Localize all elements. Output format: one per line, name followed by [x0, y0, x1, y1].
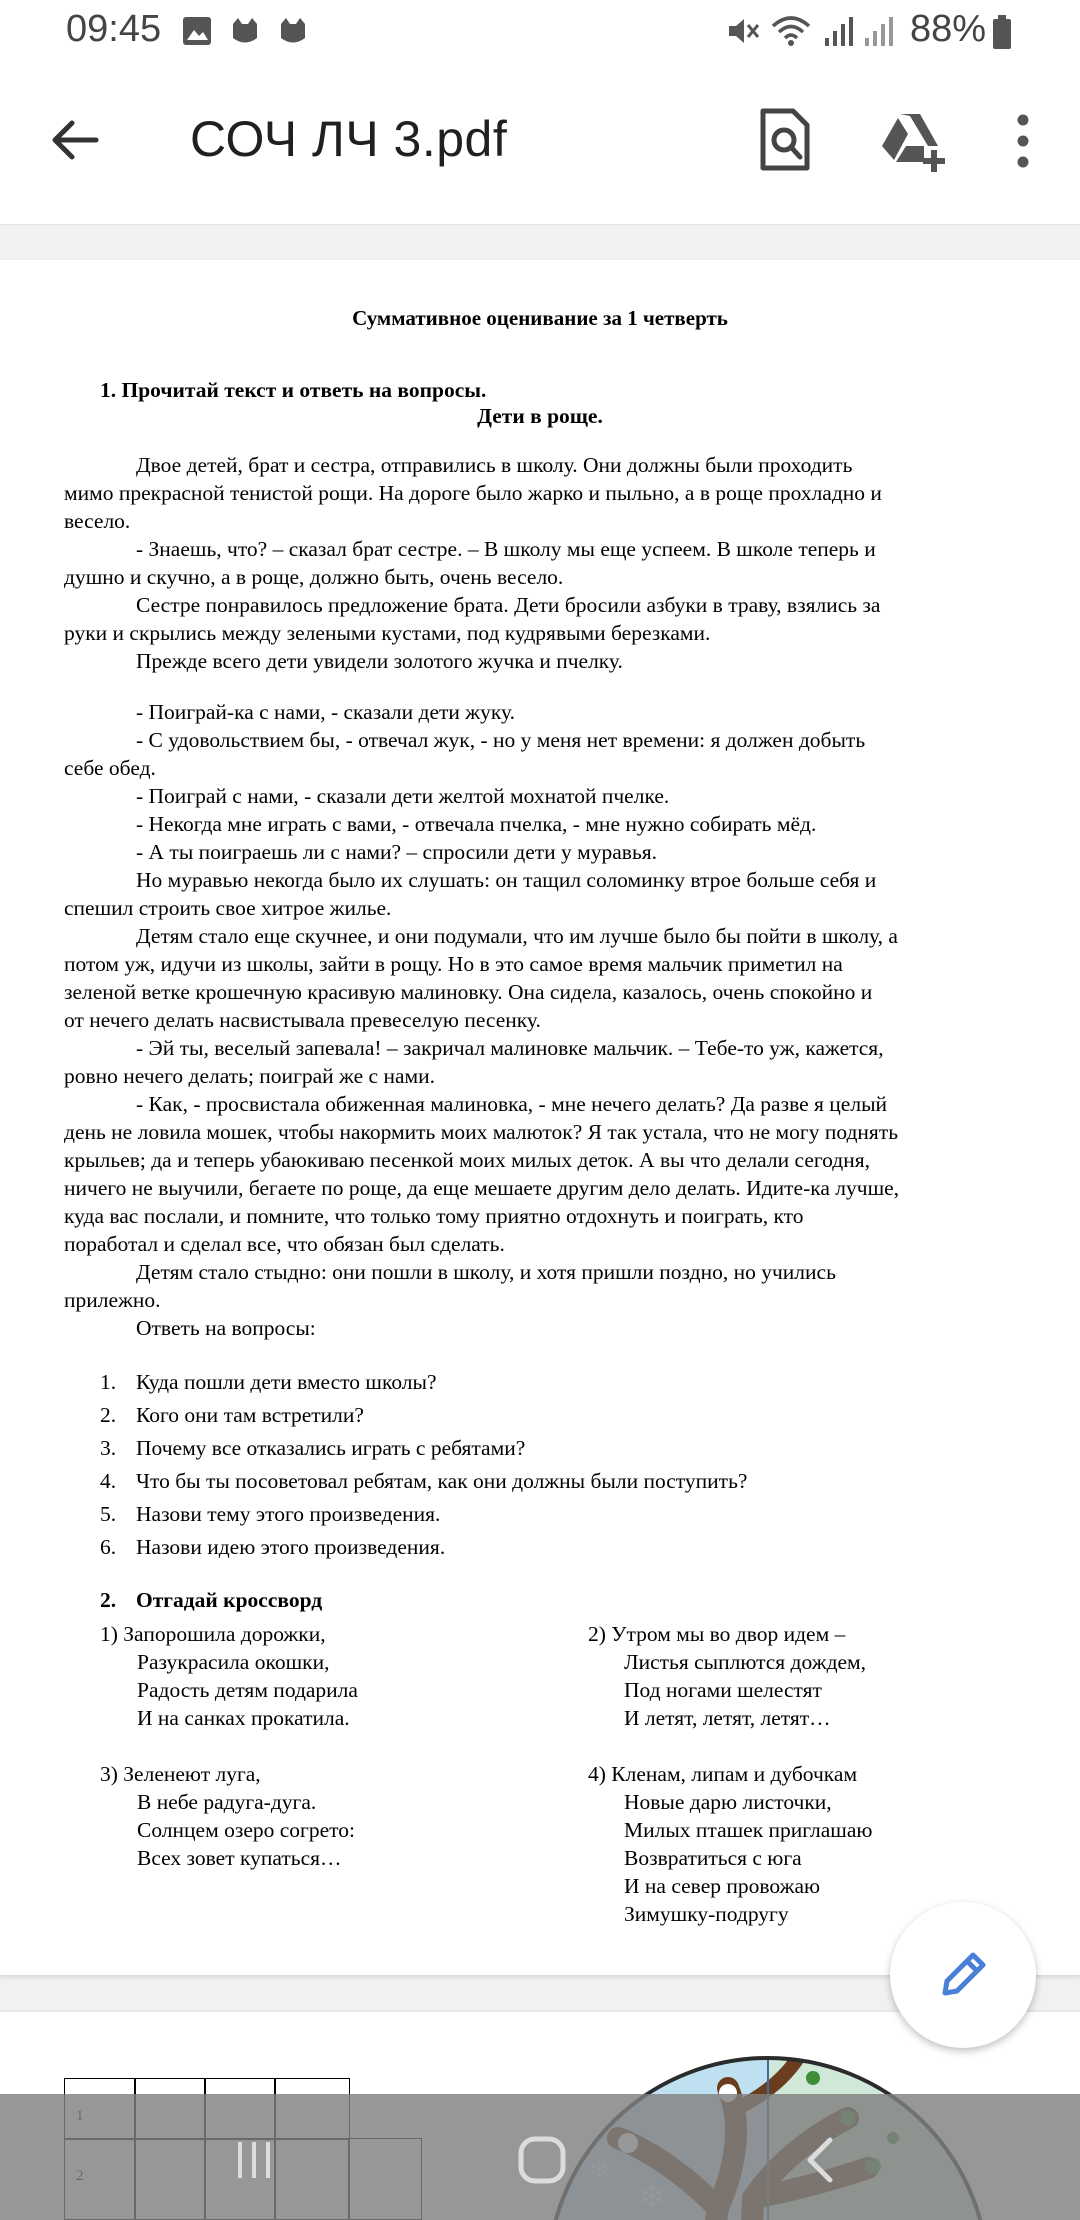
recent-apps-icon[interactable] [232, 2138, 276, 2182]
task1-title: 1. Прочитай текст и ответь на вопросы. [100, 378, 487, 402]
text-line: день не ловила мошек, чтобы накормить моих малюток? Я так устала, что не могу поднять [64, 1120, 899, 1144]
question-number: 3. [100, 1436, 117, 1460]
riddle-line: Милых пташек приглашаю [624, 1818, 873, 1842]
riddle-line: Под ногами шелестят [624, 1678, 822, 1702]
text-line: поработал и сделал все, что обязан был сделать. [64, 1232, 505, 1256]
text-line: зеленой ветке крошечную красивую малиновку. Она сидела, казалось, очень спокойно и [64, 980, 873, 1004]
text-line: прилежно. [64, 1288, 161, 1312]
battery-icon [992, 14, 1012, 50]
app-bar [0, 66, 1080, 225]
text-line: - Некогда мне играть с вами, - отвечала пчелка, - мне нужно собирать мёд. [136, 812, 817, 836]
text-line: Сестре понравилось предложение брата. Дети бросили азбуки в траву, взялись за [136, 593, 881, 617]
riddle-line: Листья сыплются дождем, [624, 1650, 867, 1674]
question-text: Куда пошли дети вместо школы? [136, 1370, 437, 1394]
riddle-line: 2) Утром мы во двор идем – [588, 1622, 846, 1646]
question-number: 6. [100, 1535, 117, 1559]
text-line: весело. [64, 509, 131, 533]
edit-fab-button[interactable] [890, 1902, 1036, 2048]
text-line: ровно нечего делать; поиграй же с нами. [64, 1064, 436, 1088]
question-number: 2. [100, 1403, 117, 1427]
battery-percent: 88% [910, 8, 987, 50]
document-heading: Суммативное оценивание за 1 четверть [352, 306, 728, 330]
riddle-line: Радость детям подарила [137, 1678, 358, 1702]
riddle-line: Возвратиться с юга [624, 1846, 802, 1870]
gallery-icon [180, 14, 214, 48]
text-line: душно и скучно, а в роще, должно быть, очень весело. [64, 565, 564, 589]
wifi-icon [770, 14, 812, 48]
story-title: Дети в роще. [477, 404, 603, 428]
back-nav-icon[interactable] [800, 2134, 840, 2186]
more-options-icon[interactable] [1000, 106, 1046, 176]
document-title: СОЧ ЛЧ 3.pdf [190, 111, 508, 167]
riddle-line: В небе радуга-дуга. [137, 1790, 317, 1814]
text-line: Ответь на вопросы: [136, 1316, 316, 1340]
signal-icon [822, 14, 856, 48]
question-number: 5. [100, 1502, 117, 1526]
pdf-page [0, 260, 1080, 1975]
question-number: 1. [100, 1370, 117, 1394]
text-line: - Как, - просвистала обиженная малиновка, - мне нечего делать? Да разве я целый [136, 1092, 888, 1116]
riddle-line: Разукрасила окошки, [137, 1650, 330, 1674]
app-notification-icon-2 [276, 14, 310, 48]
text-line: крыльев; да и теперь убаюкиваю песенкой моих милых деток. А вы что делали сегодня, [64, 1148, 870, 1172]
system-navigation-bar [0, 2094, 1080, 2220]
text-line: Но муравью некогда было их слушать: он тащил соломинку втрое больше себя и [136, 868, 877, 892]
text-line: себе обед. [64, 756, 156, 780]
riddle-line: 4) Кленам, липам и дубочкам [588, 1762, 858, 1786]
status-time: 09:45 [66, 8, 162, 50]
find-in-document-icon[interactable] [755, 106, 815, 176]
question-number: 4. [100, 1469, 117, 1493]
home-icon[interactable] [516, 2134, 568, 2186]
text-line: Прежде всего дети увидели золотого жучка и пчелку. [136, 649, 623, 673]
text-line: спешил строить свое хитрое жилье. [64, 896, 392, 920]
pencil-icon [933, 1945, 993, 2005]
status-bar [0, 0, 1080, 66]
riddle-line: Солнцем озеро согрето: [137, 1818, 355, 1842]
question-text: Назови тему этого произведения. [136, 1502, 441, 1526]
text-line: - С удовольствием бы, - отвечал жук, - но у меня нет времени: я должен добыть [136, 728, 866, 752]
riddle-line: И летят, летят, летят… [624, 1706, 831, 1730]
text-line: Детям стало еще скучнее, и они подумали, что им лучше было бы пойти в школу, а [136, 924, 898, 948]
text-line: потом уж, идучи из школы, зайти в рощу. Но в это самое время мальчик приметил на [64, 952, 843, 976]
text-line: руки и скрылись между зелеными кустами, под кудрявыми березками. [64, 621, 711, 645]
text-line: - Поиграй с нами, - сказали дети желтой мохнатой пчелке. [136, 784, 670, 808]
add-to-drive-icon[interactable] [878, 106, 948, 176]
riddle-line: И на север провожаю [624, 1874, 821, 1898]
mute-icon [725, 14, 761, 48]
app-notification-icon [228, 14, 262, 48]
riddle-line: И на санках прокатила. [137, 1706, 350, 1730]
text-line: Детям стало стыдно: они пошли в школу, и хотя пришли поздно, но учились [136, 1260, 836, 1284]
riddle-line: 3) Зеленеют луга, [100, 1762, 261, 1786]
text-line: мимо прекрасной тенистой рощи. На дороге было жарко и пыльно, а в роще прохладно и [64, 481, 882, 505]
question-text: Назови идею этого произведения. [136, 1535, 446, 1559]
question-text: Что бы ты посоветовал ребятам, как они должны были поступить? [136, 1469, 748, 1493]
text-line: ничего не выучили, бегаете по роще, да еще мешаете другим дело делать. Идите-ка лучше, [64, 1176, 900, 1200]
riddle-line: Новые дарю листочки, [624, 1790, 832, 1814]
riddle-line: Всех зовет купаться… [137, 1846, 342, 1870]
text-line: - Эй ты, веселый запевала! – закричал малиновке мальчик. – Тебе-то уж, кажется, [136, 1036, 884, 1060]
back-arrow-icon[interactable] [46, 110, 106, 170]
task2-number: 2. [100, 1588, 117, 1612]
question-text: Почему все отказались играть с ребятами? [136, 1436, 526, 1460]
text-line: - Знаешь, что? – сказал брат сестре. – В школу мы еще успеем. В школе теперь и [136, 537, 876, 561]
task2-title: Отгадай кроссворд [136, 1588, 323, 1612]
riddle-line: Зимушку-подругу [624, 1902, 789, 1926]
text-line: Двое детей, брат и сестра, отправились в школу. Они должны были проходить [136, 453, 853, 477]
text-line: - А ты поиграешь ли с нами? – спросили дети у муравья. [136, 840, 658, 864]
riddle-line: 1) Запорошила дорожки, [100, 1622, 326, 1646]
text-line: от нечего делать насвистывала превеселую песенку. [64, 1008, 541, 1032]
text-line: - Поиграй-ка с нами, - сказали дети жуку. [136, 700, 516, 724]
text-line: куда вас послали, и помните, что только тому приятно отдохнуть и поиграть, кто [64, 1204, 804, 1228]
signal-icon-2 [862, 14, 896, 48]
question-text: Кого они там встретили? [136, 1403, 364, 1427]
